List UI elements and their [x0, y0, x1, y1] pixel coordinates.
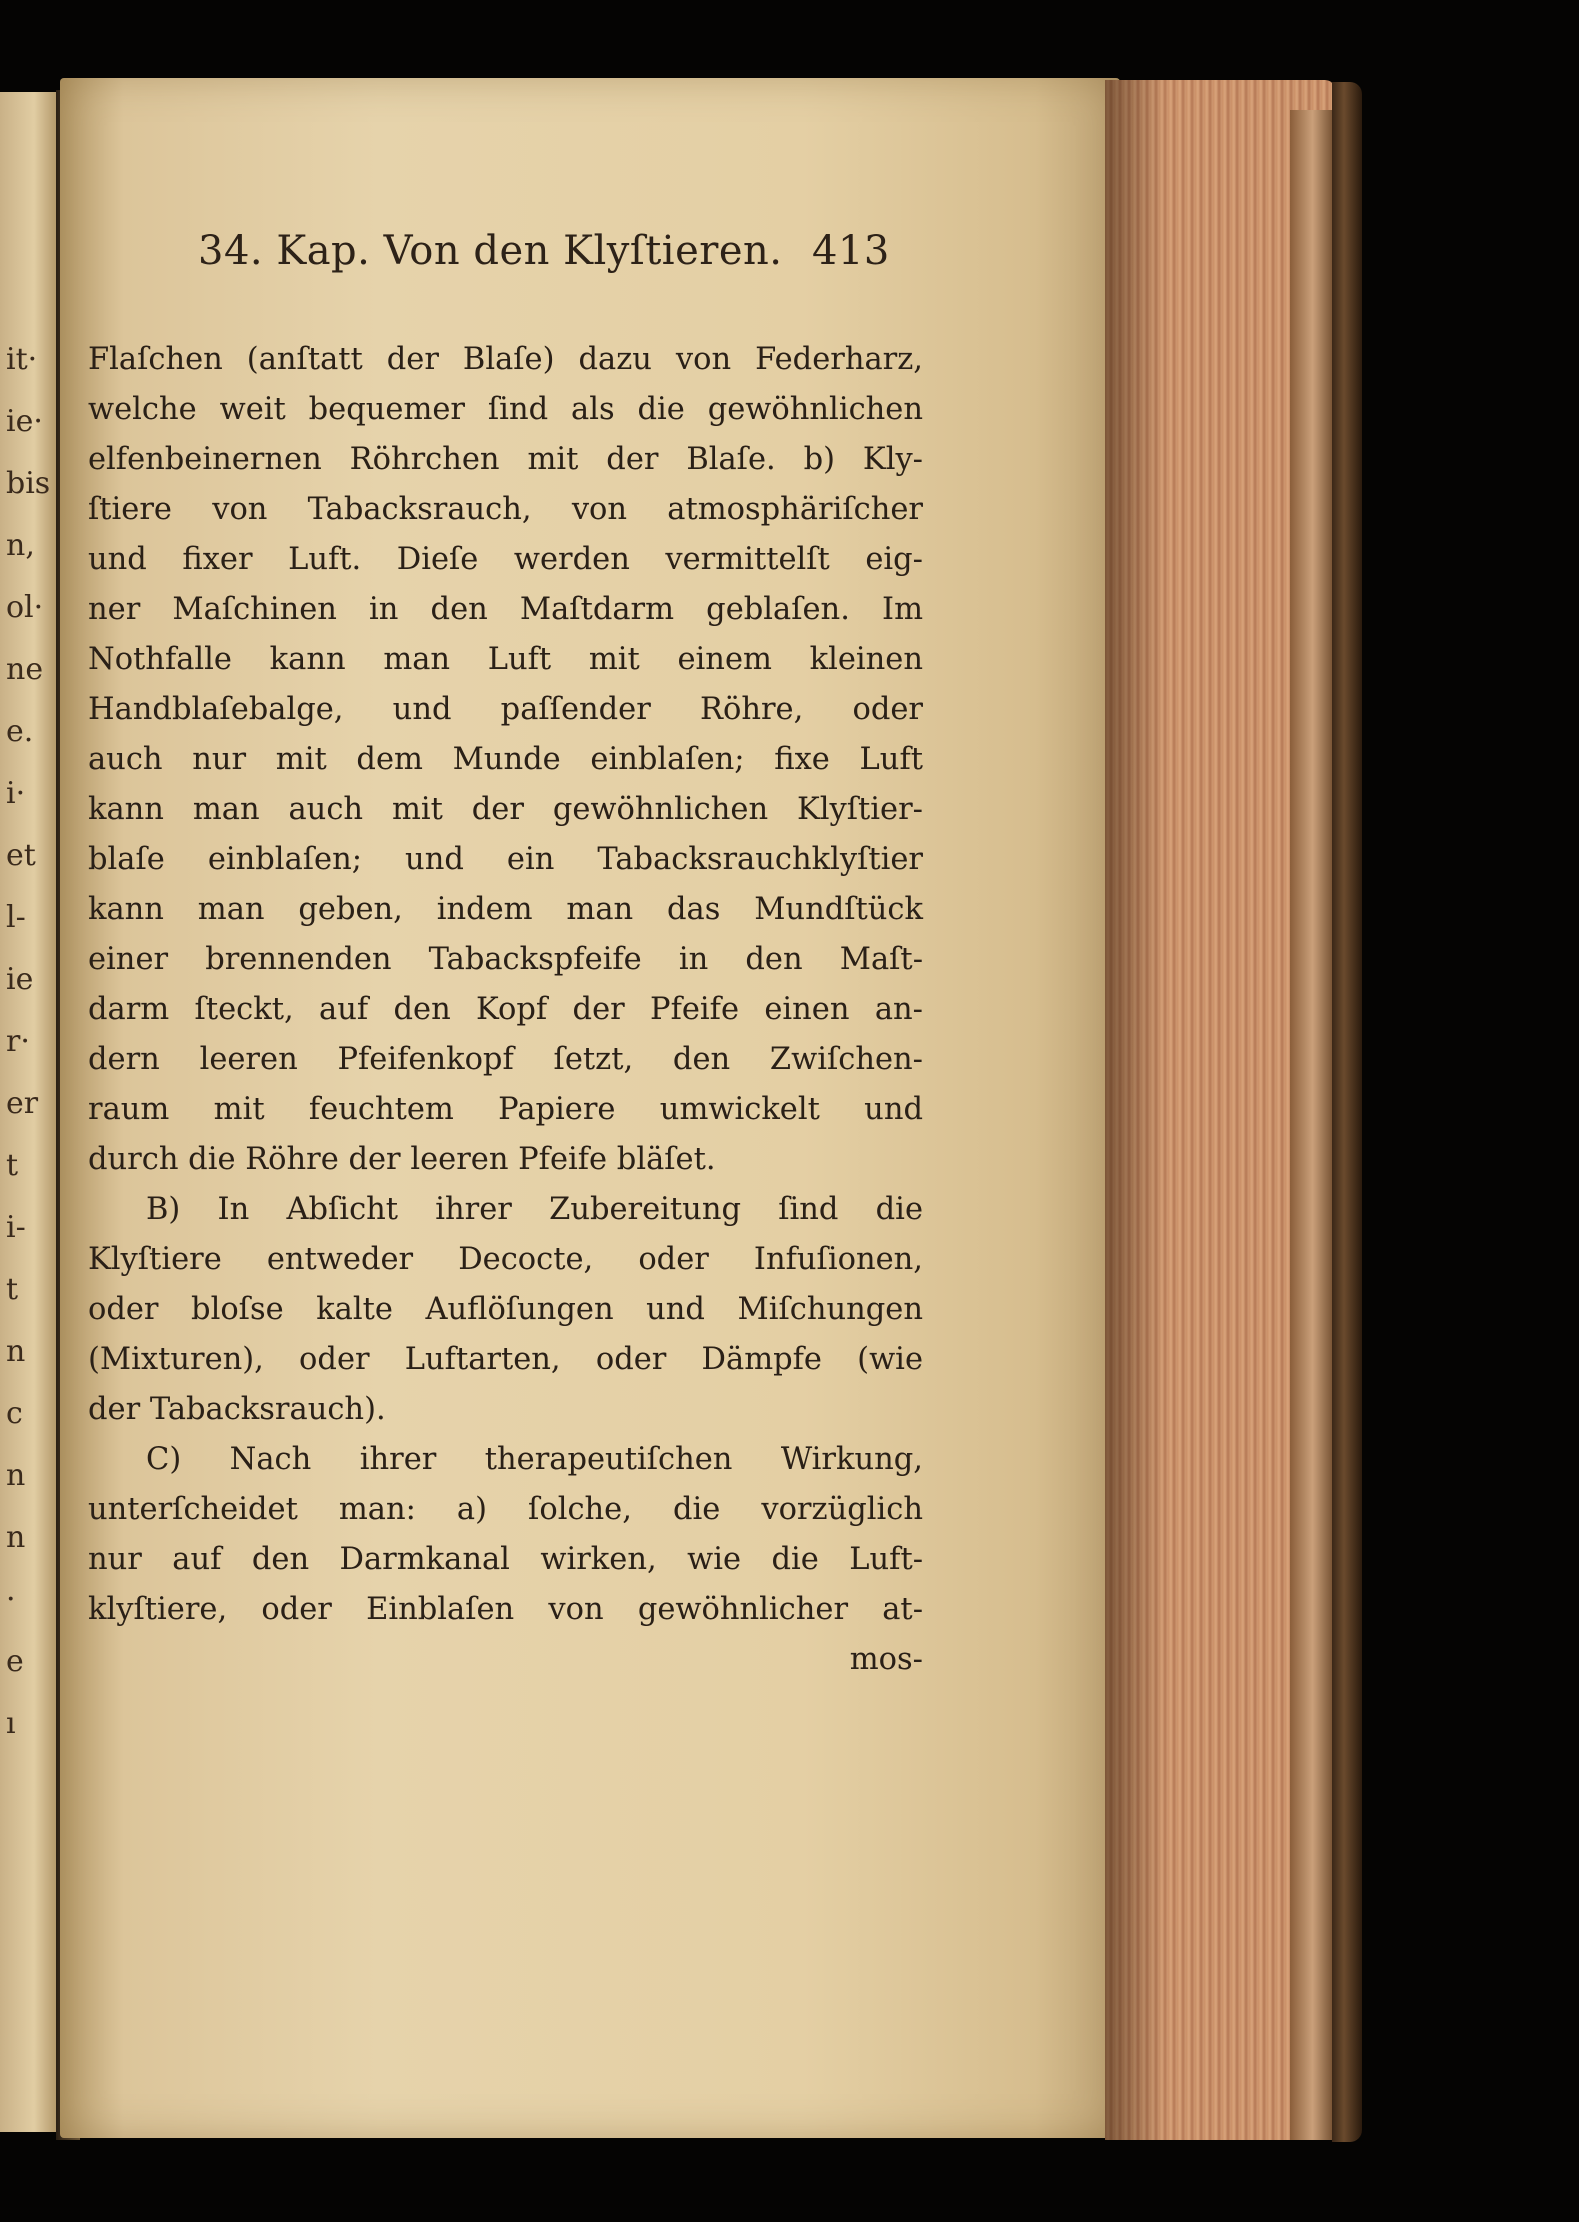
text-line: (Mixturen), oder Luftarten, oder Dämpfe (wie [88, 1342, 923, 1377]
running-title: 34. Kap. Von den Klyſtieren. [198, 228, 783, 274]
left-page-fragment: it· [6, 342, 38, 377]
text-line: Handblaſebalge, und paſſender Röhre, oder [88, 692, 923, 727]
text-line: einer brennenden Tabackspfeife in den Maſt- [88, 942, 923, 977]
left-page-fragment: i· [6, 776, 26, 811]
catchword: mos- [849, 1642, 923, 1677]
text-line: klyſtiere, oder Einblaſen von gewöhnlicher at- [88, 1592, 923, 1627]
left-page-fragment: er [6, 1086, 39, 1121]
running-header [60, 228, 890, 288]
body-text [88, 335, 923, 1685]
text-line: oder bloſse kalte Auflöſungen und Miſchungen [88, 1292, 923, 1327]
text-line: nur auf den Darmkanal wirken, wie die Luft- [88, 1542, 923, 1577]
left-page-fragment: n [6, 1520, 26, 1555]
text-line: der Tabacksrauch). [88, 1392, 386, 1427]
left-page-fragment: l- [6, 900, 26, 935]
text-line: ſtiere von Tabacksrauch, von atmosphäriſcher [88, 492, 923, 527]
text-line: Flaſchen (anſtatt der Blaſe) dazu von Federharz, [88, 342, 923, 377]
text-line: ner Maſchinen in den Maſtdarm geblaſen. Im [88, 592, 923, 627]
left-page-fragment: n, [6, 528, 35, 563]
text-line: darm ſteckt, auf den Kopf der Pfeife einen an- [88, 992, 923, 1027]
left-page-fragment: et [6, 838, 36, 873]
text-line: dern leeren Pfeifenkopf ſetzt, den Zwiſchen- [88, 1042, 923, 1077]
text-line: C) Nach ihrer therapeutiſchen Wirkung, [146, 1442, 923, 1477]
text-line: durch die Röhre der leeren Pfeife bläſet. [88, 1142, 716, 1177]
left-page-fragment: n [6, 1458, 26, 1493]
text-line: unterſcheidet man: a) ſolche, die vorzüglich [88, 1492, 923, 1527]
left-page-fragment: n [6, 1334, 26, 1369]
text-line: Nothfalle kann man Luft mit einem kleinen [88, 642, 923, 677]
left-page-fragment: ne [6, 652, 44, 687]
left-page-fragment: e. [6, 714, 34, 749]
text-line: kann man auch mit der gewöhnlichen Klyſtier- [88, 792, 923, 827]
left-page-fragment: r· [6, 1024, 30, 1059]
left-page-fragment: bis [6, 466, 51, 501]
text-line: auch nur mit dem Munde einblaſen; fixe Luft [88, 742, 923, 777]
left-page-fragment: · [6, 1582, 16, 1617]
previous-page-edge [0, 92, 62, 2132]
left-page-fragment: i- [6, 1210, 26, 1245]
page-block-shadow [1105, 80, 1165, 2140]
left-page-fragment: ol· [6, 590, 44, 625]
text-line: Klyſtiere entweder Decocte, oder Infuſionen, [88, 1242, 923, 1277]
text-line: kann man geben, indem man das Mundſtück [88, 892, 923, 927]
text-line: raum mit feuchtem Papiere umwickelt und [88, 1092, 923, 1127]
text-line: welche weit bequemer ſind als die gewöhnlichen [88, 392, 923, 427]
book-cover-edge [1332, 82, 1362, 2142]
left-page-fragment: ie· [6, 404, 43, 439]
text-line: und fixer Luft. Dieſe werden vermittelſt eig- [88, 542, 923, 577]
end-leaf [1290, 110, 1335, 2140]
text-line: B) In Abſicht ihrer Zubereitung ſind die [146, 1192, 923, 1227]
text-line: blaſe einblaſen; und ein Tabacksrauchklyſtier [88, 842, 923, 877]
left-page-fragment: ı [6, 1706, 16, 1741]
left-page-fragment: ie [6, 962, 34, 997]
text-line: elfenbeinernen Röhrchen mit der Blaſe. b) Kly- [88, 442, 923, 477]
left-page-fragment: e [6, 1644, 24, 1679]
page-number: 413 [812, 228, 890, 274]
left-page-fragment: c [6, 1396, 23, 1431]
left-page-fragment: t [6, 1272, 19, 1307]
left-page-fragment: t [6, 1148, 19, 1183]
